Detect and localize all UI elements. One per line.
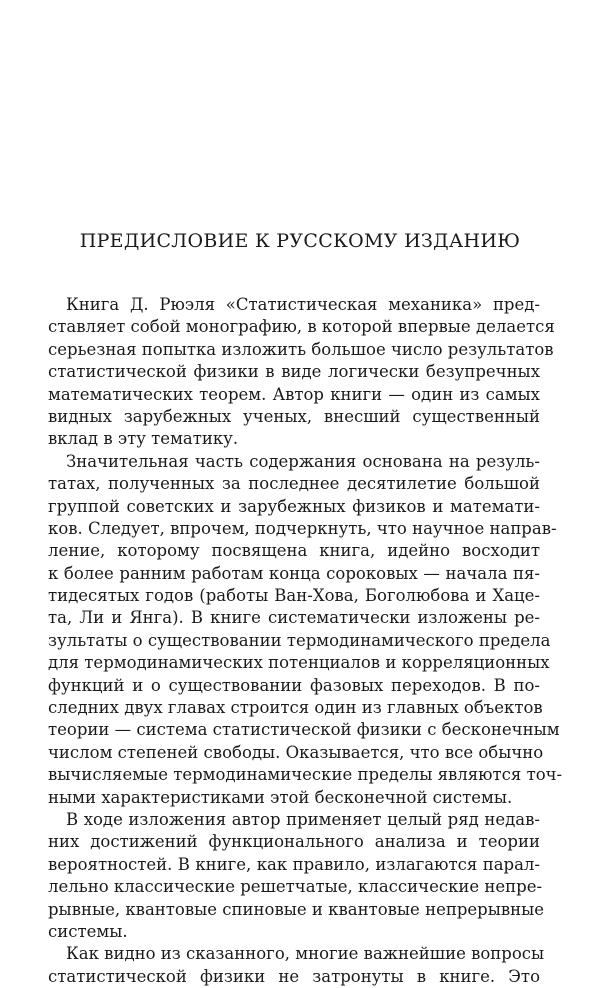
text-line: вклад в эту тематику. <box>48 429 239 449</box>
text-line: тидесятых годов (работы Ван-Хова, Боголюбова и Хаце- <box>48 586 540 606</box>
text-line: статистической физики не затронуты в книге. Это <box>48 966 540 986</box>
text-line: татах, полученных за последнее десятилетие большой <box>48 474 540 494</box>
text-line: числом степеней свободы. Оказывается, что все обычно <box>48 742 544 762</box>
text-line: Значительная часть содержания основана на резуль- <box>66 451 540 471</box>
text-line: Как видно из сказанного, многие важнейшие вопросы <box>66 944 545 964</box>
text-line: группой советских и зарубежных физиков и математи- <box>48 496 540 516</box>
text-line: видных зарубежных ученых, внесший существенный <box>48 406 540 426</box>
text-line: них достижений функционального анализа и теории <box>48 832 540 852</box>
text-line: ставляет собой монографию, в которой впервые делается <box>48 317 555 337</box>
text-line: та, Ли и Янга). В книге систематически изложены ре- <box>48 608 540 628</box>
text-line: к более ранним работам конца сороковых — начала пя- <box>48 563 540 583</box>
text-line: ными характеристиками этой бесконечной системы. <box>48 787 513 807</box>
page-title: ПРЕДИСЛОВИЕ К РУССКОМУ ИЗДАНИЮ <box>79 230 521 252</box>
text-line: зультаты о существовании термодинамического предела <box>48 630 551 650</box>
text-line: ление, которому посвящена книга, идейно восходит <box>48 541 540 561</box>
text-line: теории — система статистической физики с бесконечным <box>48 720 560 740</box>
text-line: ков. Следует, впрочем, подчеркнуть, что научное направ- <box>48 518 557 538</box>
preface-body <box>48 294 563 988</box>
text-line: В ходе изложения автор применяет целый ряд недав- <box>66 809 540 829</box>
text-line: рывные, квантовые спиновые и квантовые непрерывные <box>48 899 545 919</box>
text-line: математических теорем. Автор книги — один из самых <box>48 384 540 404</box>
text-line: лельно классические решетчатые, классические непре- <box>48 877 543 897</box>
text-line: вычисляемые термодинамические пределы являются точ- <box>48 765 563 785</box>
text-line: Книга Д. Рюэля «Статистическая механика» пред- <box>66 295 540 314</box>
text-line: системы. <box>48 921 128 941</box>
text-line: вероятностей. В книге, как правило, излагаются парал- <box>48 854 540 874</box>
text-line: функций и о существовании фазовых переходов. В по- <box>48 675 540 695</box>
text-line: серьезная попытка изложить большое число результатов <box>48 339 554 359</box>
text-line: следних двух главах строится один из главных объектов <box>48 698 543 718</box>
text-line: для термодинамических потенциалов и корреляционных <box>48 653 550 673</box>
text-line: статистической физики в виде логически безупречных <box>48 362 540 382</box>
